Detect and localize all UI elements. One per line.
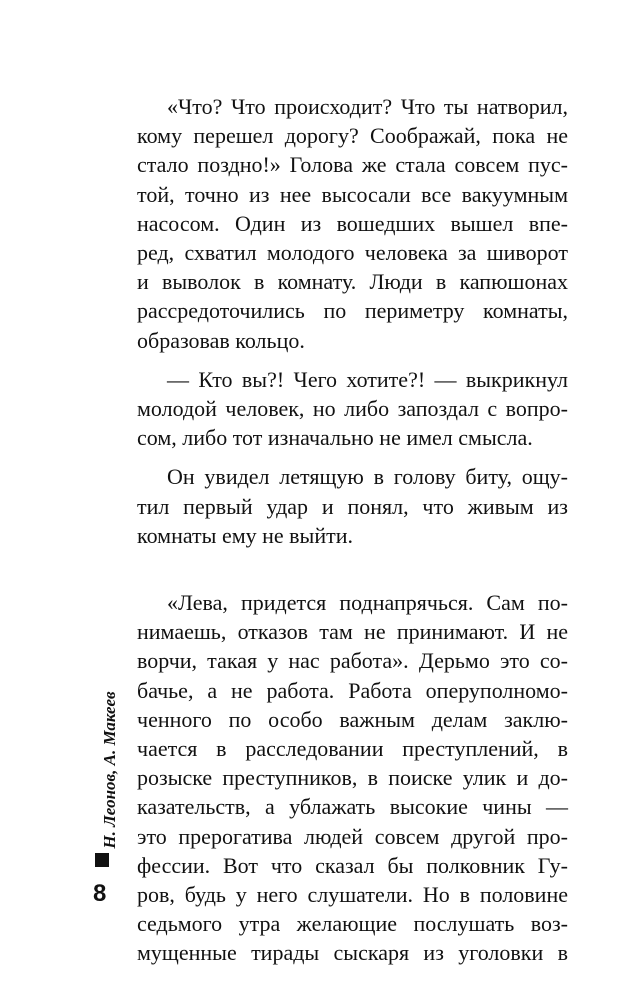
text-line: «Что? Что происходит? Что ты натворил,	[167, 94, 568, 119]
paragraph-spacer	[137, 355, 568, 365]
text-line: рассредоточились по периметру комнаты,	[137, 298, 568, 324]
page-number: 8	[93, 880, 107, 907]
text-line: насосом. Один из вошедших вышел впе-	[137, 210, 568, 236]
text-line: бачье, а не работа. Работа оперуполномо-	[137, 677, 568, 703]
paragraph-spacer	[137, 452, 568, 462]
text-line: мущенные тирады сыскаря из уголовки в	[137, 940, 568, 966]
text-line: стало поздно!» Голова же стала совсем пус-	[137, 152, 568, 178]
text-line: Он увидел летящую в голову биту, ощу-	[167, 464, 568, 490]
text-line: ров, будь у него слушатели. Но в половине	[137, 882, 568, 908]
paragraph-2	[137, 365, 568, 453]
text-line: кому перешел дорогу? Соображай, пока не	[137, 123, 568, 149]
text-line: молодой человек, но либо запоздал с вопро-	[137, 396, 568, 422]
text-line: нимаешь, отказов там не принимают. И не	[137, 619, 568, 645]
text-line: седьмого утра желающие послушать воз-	[137, 911, 568, 937]
square-marker-icon	[95, 853, 109, 867]
text-line: ченного по особо важным делам заклю-	[137, 706, 568, 732]
paragraph-4	[137, 588, 568, 968]
text-line: чается в расследовании преступлений, в	[137, 736, 568, 762]
text-line: «Лева, придется поднапрячься. Сам по-	[167, 590, 568, 616]
text-line: розыске преступников, в поиске улик и до-	[137, 765, 568, 791]
text-line: образовав кольцо.	[137, 327, 305, 353]
text-line: это прерогатива людей совсем другой про-	[137, 823, 568, 849]
text-line: сом, либо тот изначально не имел смысла.	[137, 425, 533, 451]
text-line: казательств, а ублажать высокие чины —	[137, 794, 568, 820]
text-line: тил первый удар и понял, что живым из	[137, 493, 568, 519]
running-head-sidebar	[90, 691, 126, 880]
page-body	[137, 92, 568, 968]
author-running-head: Н. Леонов, А. Макеев	[100, 691, 119, 849]
paragraph-3	[137, 462, 568, 550]
text-line: фессии. Вот что сказал бы полковник Гу-	[137, 852, 568, 878]
text-line: — Кто вы?! Чего хотите?! — выкрикнул	[167, 366, 568, 392]
text-line: ворчи, такая у нас работа». Дерьмо это со-	[137, 648, 568, 674]
section-break	[137, 550, 568, 588]
paragraph-1	[137, 92, 568, 355]
text-line: и выволок в комнату. Люди в капюшонах	[137, 269, 568, 295]
text-line: той, точно из нее высосали все вакуумным	[137, 181, 568, 207]
text-line: комнаты ему не выйти.	[137, 522, 353, 548]
text-line: ред, схватил молодого человека за шиворот	[137, 240, 568, 266]
